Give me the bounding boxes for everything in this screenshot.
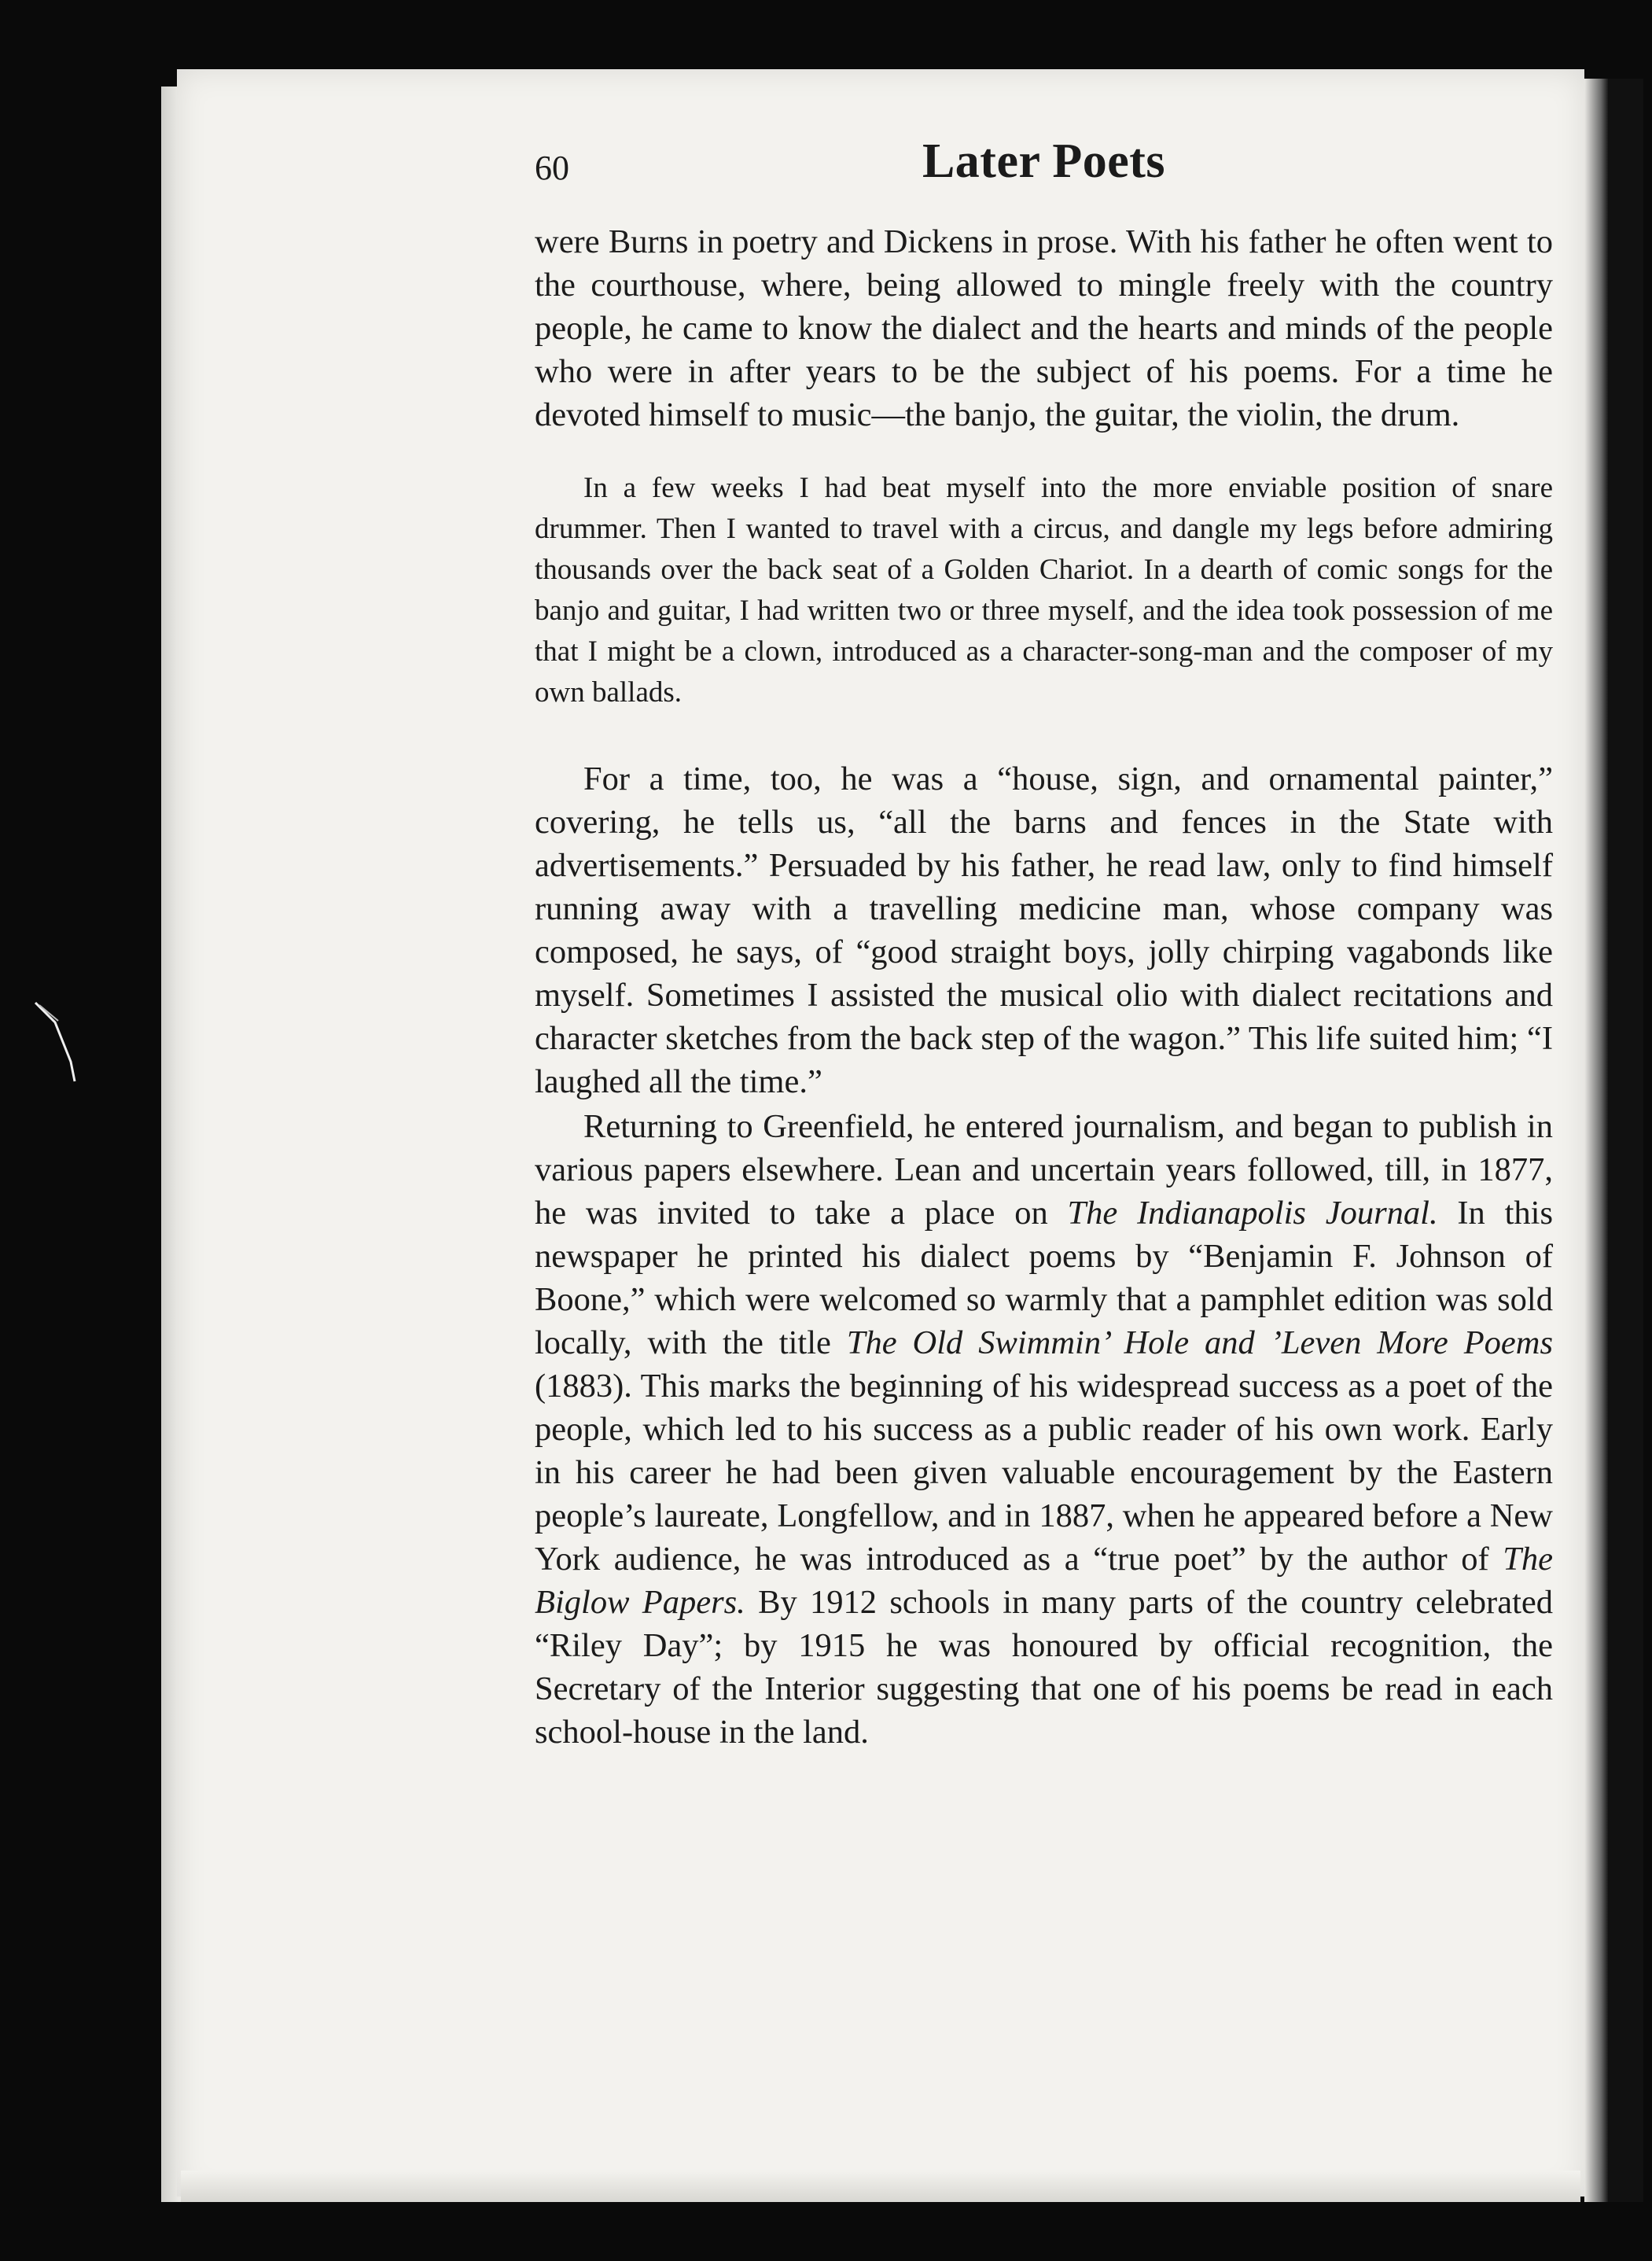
running-head xyxy=(535,134,1553,212)
page-text-block xyxy=(535,134,1553,1754)
book-title: The Old Swimmin’ Hole and ’Leven More Poems xyxy=(846,1324,1553,1361)
biglow-papers-title: The Biglow Papers. xyxy=(535,1541,1553,1621)
paragraph-3-part-d: By 1912 schools in many parts of the country celebrated “Riley Day”; by 1915 he was honoured by official recognition, the Secretary of the Interior suggesting that one of his poems be read in each school-house in the land. xyxy=(535,1584,1553,1751)
block-quote: In a few weeks I had beat myself into the more enviable position of snare drummer. Then I wanted to travel with a circus, and dangle my legs before admiring thousands over the back seat of a Golden Chariot. In a dearth of comic songs for the banjo and guitar, I had written two or three myself, and the idea took possession of me that I might be a clown, introduced as a character-song-man and the composer of my own ballads. xyxy=(535,472,1553,709)
paragraph-2: For a time, too, he was a “house, sign, and ornamental painter,” covering, he tells us, “all the barns and fences in the State with advertisements.” Persuaded by his father, he read law, only to find himself running away with a travelling medicine man, whose company was composed, he says, of “good straight boys, jolly chirping vagabonds like myself. Sometimes I assisted the musical olio with dialect recitations and character sketches from the back step of the wagon.” This life suited him; “I laughed all the time.” xyxy=(535,760,1554,1100)
scan-artifact-mark xyxy=(31,999,86,1085)
journal-title: The Indianapolis Journal. xyxy=(1067,1195,1438,1232)
paragraph-3 xyxy=(535,1105,1553,1754)
paragraph-3-part-c: (1883). This marks the beginning of his widespread success as a poet of the people, which led to his success as a public reader of his own work. Early in his career he had been given valuable encouragement by the Eastern people’s laureate, Longfellow, and in 1887, when he appeared before a New York audience, he was introduced as a “true poet” by the author of xyxy=(535,1368,1553,1578)
page-edge-bottom xyxy=(181,2171,1580,2202)
page-edge-right xyxy=(1584,79,1608,2202)
paragraph-1: were Burns in poetry and Dickens in prose. With his father he often went to the courthouse, where, being allowed to mingle freely with the country people, he came to know the dialect and the hearts and minds of the people who were in after years to be the subject of his poems. For a time he devoted himself to music—the banjo, the guitar, the violin, the drum. xyxy=(535,223,1553,433)
running-title: Later Poets xyxy=(922,134,1166,188)
paragraph-3-part-a: Returning to Greenfield, he entered journalism, and began to publish in various papers elsewhere. Lean and uncertain years followed, till, in 1877, he was invited to take a place on xyxy=(535,1108,1553,1232)
page-number: 60 xyxy=(535,149,569,187)
paragraph-3-part-b: In this newspaper he printed his dialect poems by “Benjamin F. Johnson of Boone,” which were welcomed so warmly that a pamphlet edition was sold locally, with the title xyxy=(535,1195,1554,1361)
